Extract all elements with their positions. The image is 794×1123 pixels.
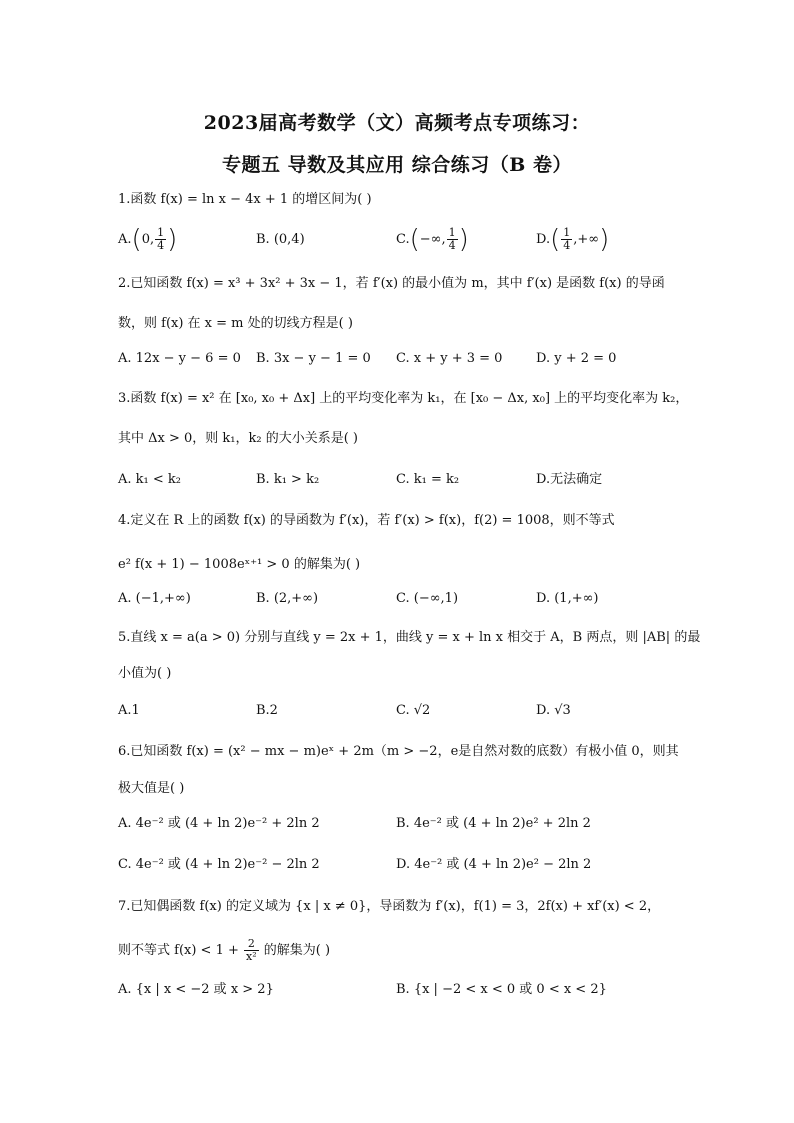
question-6-options-row-2 — [118, 851, 678, 879]
question-2-option-c: C. x + y + 3 = 0 — [396, 351, 503, 366]
fraction: $\frac{1}{4}$ — [563, 226, 571, 252]
question-5-option-a: A.1 — [118, 703, 140, 718]
question-6-option-b: B. 4e⁻² 或 (4 + ln 2)e² + 2ln 2 — [396, 816, 591, 831]
question-7-options — [118, 976, 678, 1004]
question-5-stem-line-2: 小值为( ) — [118, 666, 172, 681]
question-7-option-a: A. {x | x < −2 或 x > 2} — [118, 982, 274, 997]
question-4-option-c: C. (−∞,1) — [396, 591, 459, 606]
question-3-stem-line-2: 其中 Δx > 0，则 k₁，k₂ 的大小关系是( ) — [118, 431, 358, 446]
question-5-option-c: C. √2 — [396, 703, 431, 718]
question-6-option-c: C. 4e⁻² 或 (4 + ln 2)e⁻² − 2ln 2 — [118, 857, 320, 872]
question-2-stem-line-2: 数，则 f(x) 在 x = m 处的切线方程是( ) — [118, 316, 353, 331]
question-5-option-d: D. √3 — [536, 703, 571, 718]
fraction: $\frac{1}{4}$ — [448, 226, 456, 252]
question-1-stem: 1.函数 f(x) = ln x − 4x + 1 的增区间为( ) — [118, 192, 372, 207]
question-4-option-d: D. (1,+∞) — [536, 591, 599, 606]
question-2-stem-line-1: 2.已知函数 f(x) = x³ + 3x² + 3x − 1，若 f′(x) 的最小值为 m，其中 f′(x) 是函数 f(x) 的导函 — [118, 276, 665, 291]
question-6-option-d: D. 4e⁻² 或 (4 + ln 2)e² − 2ln 2 — [396, 857, 592, 872]
question-3-option-a: A. k₁ < k₂ — [118, 472, 181, 487]
question-6-stem-line-1: 6.已知函数 f(x) = (x² − mx − m)eˣ + 2m（m > −2，e是自然对数的底数）有极小值 0，则其 — [118, 744, 679, 759]
question-4-options — [118, 585, 678, 613]
question-3-option-d: D.无法确定 — [536, 472, 603, 487]
page-subtitle: 专题五 导数及其应用 综合练习（B 卷） — [222, 154, 572, 176]
question-2-option-d: D. y + 2 = 0 — [536, 351, 617, 366]
fraction: $\frac{1}{4}$ — [157, 226, 165, 252]
question-2-options — [118, 345, 678, 373]
question-7-option-b: B. {x | −2 < x < 0 或 0 < x < 2} — [396, 982, 607, 997]
question-3-stem-line-1: 3.函数 f(x) = x² 在 [x₀, x₀ + Δx] 上的平均变化率为 k₁，在 [x₀ − Δx, x₀] 上的平均变化率为 k₂， — [118, 391, 689, 406]
question-6-options-row-1 — [118, 810, 678, 838]
question-5-options — [118, 697, 678, 725]
question-4-option-b: B. (2,+∞) — [256, 591, 319, 606]
fraction: $\frac{2}{\text{x²}}$ — [246, 937, 257, 963]
question-3-option-c: C. k₁ = k₂ — [396, 472, 460, 487]
question-5-stem-line-1: 5.直线 x = a(a > 0) 分别与直线 y = 2x + 1，曲线 y = x + ln x 相交于 A，B 两点，则 |AB| 的最 — [118, 630, 701, 645]
question-1-option-b: B. (0,4) — [256, 232, 305, 247]
question-1-option-c: C.(−∞, $\frac{1}{4}$ ) — [396, 224, 469, 255]
page-title: 2023届高考数学（文）高频考点专项练习： — [203, 112, 591, 134]
question-6-stem-line-2: 极大值是( ) — [118, 781, 185, 796]
question-2-option-a: A. 12x − y − 6 = 0 — [118, 351, 241, 366]
question-4-option-a: A. (−1,+∞) — [118, 591, 191, 606]
question-5-option-b: B.2 — [256, 703, 278, 718]
question-7-stem-line-1: 7.已知偶函数 f(x) 的定义域为 {x | x ≠ 0}，导函数为 f′(x)，f(1) = 3，2f(x) + xf′(x) < 2， — [118, 899, 661, 914]
question-2-option-b: B. 3x − y − 1 = 0 — [256, 351, 371, 366]
question-4-stem-line-2: e² f(x + 1) − 1008eˣ⁺¹ > 0 的解集为( ) — [118, 557, 361, 572]
question-1-option-a: A.(0, $\frac{1}{4}$ ) — [118, 224, 178, 255]
question-7-stem-line-2: 则不等式 f(x) < 1 + $\frac{2}{\text{x²}}$ 的解集为( ) — [118, 937, 331, 963]
question-6-option-a: A. 4e⁻² 或 (4 + ln 2)e⁻² + 2ln 2 — [118, 816, 320, 831]
question-1-option-d: D.( $\frac{1}{4}$ ,+∞) — [536, 224, 610, 255]
question-4-stem-line-1: 4.定义在 R 上的函数 f(x) 的导函数为 f′(x)，若 f′(x) > f(x)，f(2) = 1008，则不等式 — [118, 513, 615, 528]
question-3-options — [118, 466, 678, 494]
question-1-options — [118, 226, 678, 254]
question-3-option-b: B. k₁ > k₂ — [256, 472, 320, 487]
